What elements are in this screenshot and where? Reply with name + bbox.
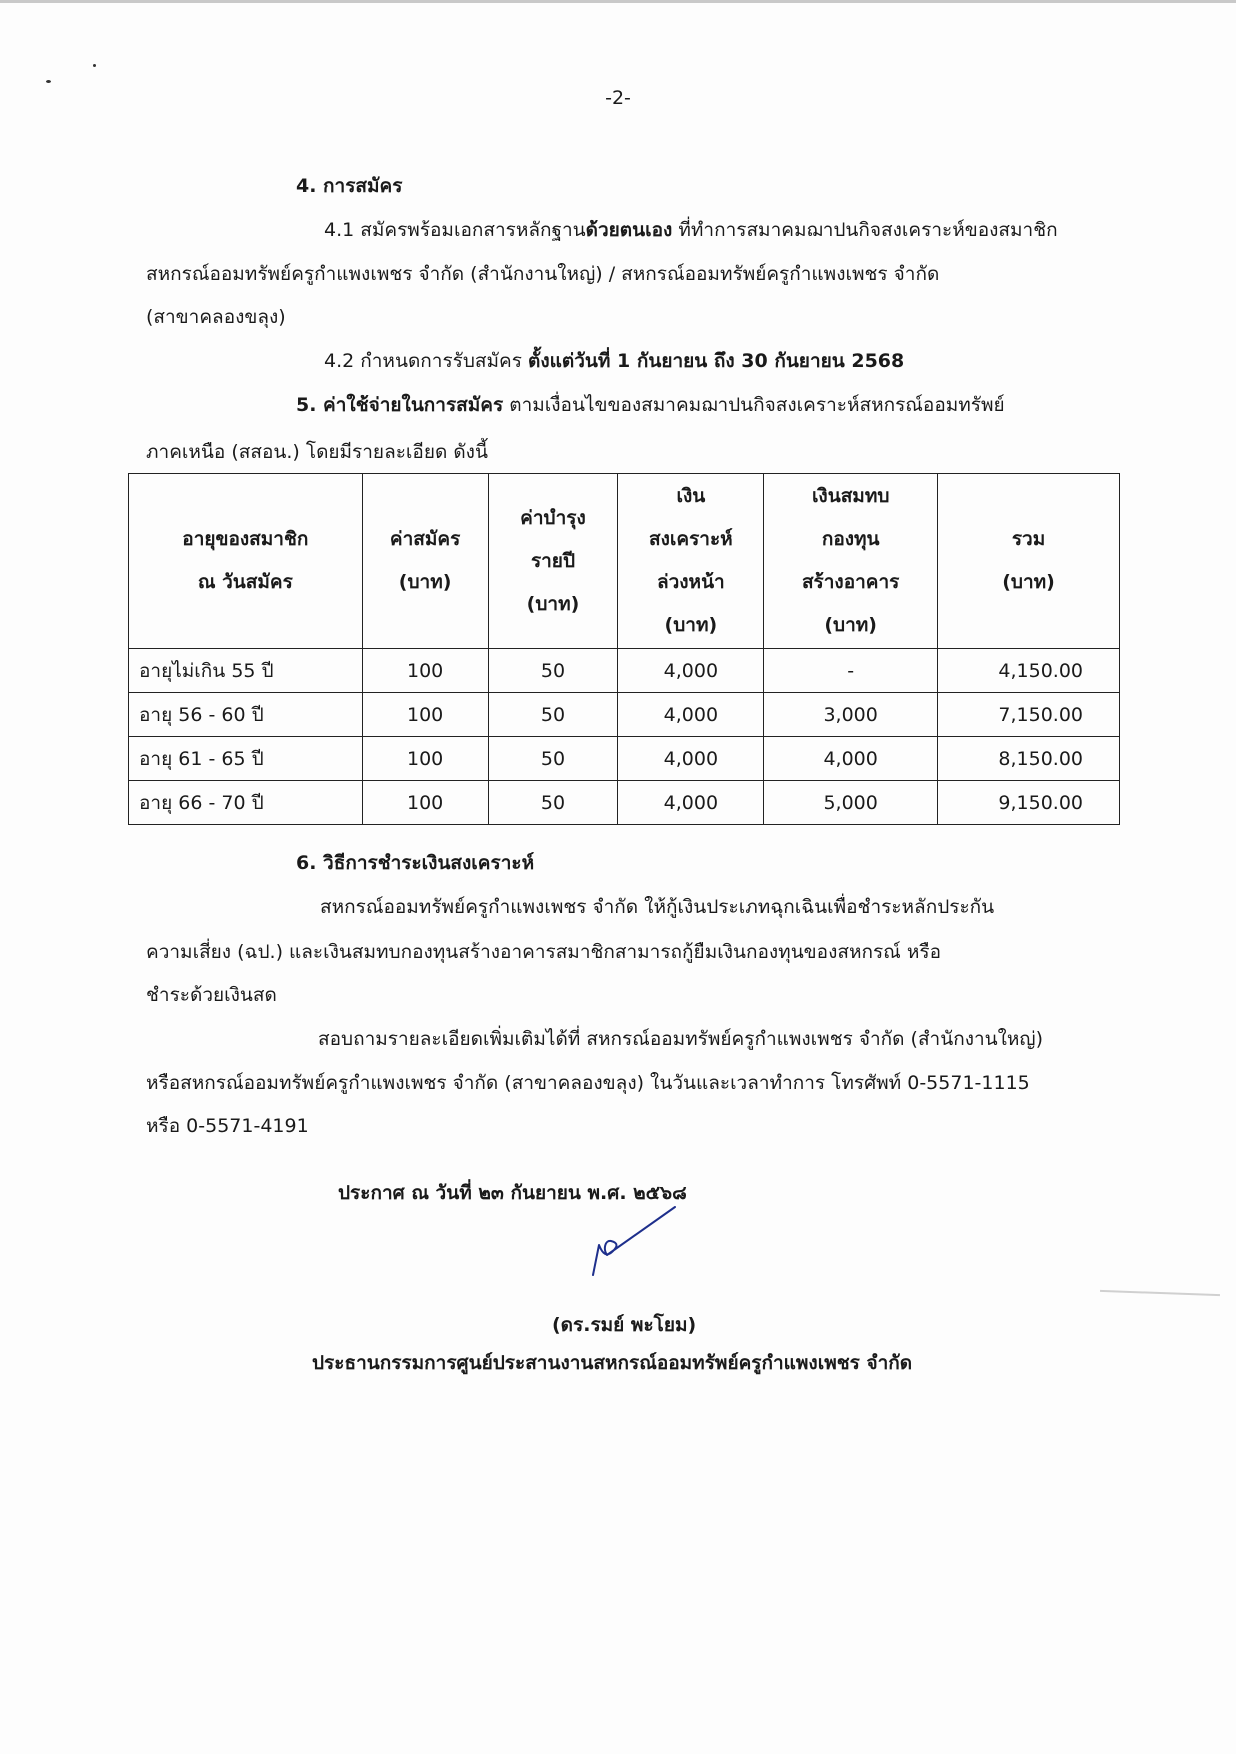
signature (585, 1205, 685, 1285)
cell-age: อายุ 56 - 60 ปี (129, 693, 363, 737)
section4-1-line1: 4.1 สมัครพร้อมเอกสารหลักฐานด้วยตนเอง ที่ทำการสมาคมฌาปนกิจสงเคราะห์ของสมาชิก (324, 219, 1058, 241)
page-number: -2- (605, 87, 631, 109)
cell-total: 4,150.00 (938, 649, 1120, 693)
cell-fund: - (764, 649, 938, 693)
announcement-date: ประกาศ ณ วันที่ ๒๓ กันยายน พ.ศ. ๒๕๖๘ (338, 1182, 687, 1204)
table-row (129, 781, 1120, 825)
signatory-name: (ดร.รมย์ พะโยม) (552, 1314, 697, 1336)
section5-line2: ภาคเหนือ (สสอน.) โดยมีรายละเอียด ดังนี้ (146, 441, 488, 463)
cell-advance: 4,000 (618, 737, 764, 781)
section6-p1-line2: ความเสี่ยง (ฉป.) และเงินสมทบกองทุนสร้างอาคารสมาชิกสามารถกู้ยืมเงินกองทุนของสหกรณ์ หรือ (146, 941, 941, 963)
cell-advance: 4,000 (618, 781, 764, 825)
cell-fund: 5,000 (764, 781, 938, 825)
table-row (129, 649, 1120, 693)
fee-table (128, 473, 1120, 825)
section5-line1: 5. ค่าใช้จ่ายในการสมัคร ตามเงื่อนไขของสมาคมฌาปนกิจสงเคราะห์สหกรณ์ออมทรัพย์ (296, 394, 1005, 416)
scan-mark (1100, 1290, 1220, 1296)
section4-heading: 4. การสมัคร (296, 175, 403, 197)
section6-p1-line3: ชำระด้วยเงินสด (146, 984, 277, 1006)
scan-speck (93, 64, 96, 67)
cell-age: อายุ 61 - 65 ปี (129, 737, 363, 781)
cell-advance: 4,000 (618, 693, 764, 737)
cell-fee: 100 (362, 781, 488, 825)
cell-age: อายุไม่เกิน 55 ปี (129, 649, 363, 693)
header-advance-payment: เงิน สงเคราะห์ ล่วงหน้า (บาท) (618, 474, 764, 649)
section4-2: 4.2 กำหนดการรับสมัคร ตั้งแต่วันที่ 1 กันยายน ถึง 30 กันยายน 2568 (324, 350, 905, 372)
cell-fund: 4,000 (764, 737, 938, 781)
fee-table-header-row (129, 474, 1120, 649)
cell-annual: 50 (488, 737, 618, 781)
cell-total: 9,150.00 (938, 781, 1120, 825)
scan-edge (0, 0, 1236, 3)
section6-p2-line3: หรือ 0-5571-4191 (146, 1115, 309, 1137)
section4-1-line3: (สาขาคลองขลุง) (146, 306, 286, 328)
cell-age: อายุ 66 - 70 ปี (129, 781, 363, 825)
section6-p2-line1: สอบถามรายละเอียดเพิ่มเติมได้ที่ สหกรณ์ออมทรัพย์ครูกำแพงเพชร จำกัด (สำนักงานใหญ่) (318, 1028, 1044, 1050)
header-age: อายุของสมาชิก ณ วันสมัคร (129, 474, 363, 649)
table-row (129, 693, 1120, 737)
cell-annual: 50 (488, 693, 618, 737)
scan-speck (46, 80, 51, 83)
section6-heading: 6. วิธีการชำระเงินสงเคราะห์ (296, 852, 535, 874)
cell-total: 7,150.00 (938, 693, 1120, 737)
cell-fee: 100 (362, 737, 488, 781)
cell-annual: 50 (488, 649, 618, 693)
cell-annual: 50 (488, 781, 618, 825)
cell-total: 8,150.00 (938, 737, 1120, 781)
section6-p1-line1: สหกรณ์ออมทรัพย์ครูกำแพงเพชร จำกัด ให้กู้เงินประเภทฉุกเฉินเพื่อชำระหลักประกัน (320, 896, 995, 918)
section4-1-line2: สหกรณ์ออมทรัพย์ครูกำแพงเพชร จำกัด (สำนักงานใหญ่) / สหกรณ์ออมทรัพย์ครูกำแพงเพชร จำกัด (146, 263, 940, 285)
header-annual-fee: ค่าบำรุง รายปี (บาท) (488, 474, 618, 649)
cell-fund: 3,000 (764, 693, 938, 737)
cell-fee: 100 (362, 693, 488, 737)
signatory-position: ประธานกรรมการศูนย์ประสานงานสหกรณ์ออมทรัพย์ครูกำแพงเพชร จำกัด (312, 1352, 913, 1374)
header-building-fund: เงินสมทบ กองทุน สร้างอาคาร (บาท) (764, 474, 938, 649)
table-row (129, 737, 1120, 781)
section6-p2-line2: หรือสหกรณ์ออมทรัพย์ครูกำแพงเพชร จำกัด (สาขาคลองขลุง) ในวันและเวลาทำการ โทรศัพท์ 0-5571-1115 (146, 1072, 1030, 1094)
cell-fee: 100 (362, 649, 488, 693)
header-application-fee: ค่าสมัคร (บาท) (362, 474, 488, 649)
header-total: รวม (บาท) (938, 474, 1120, 649)
cell-advance: 4,000 (618, 649, 764, 693)
